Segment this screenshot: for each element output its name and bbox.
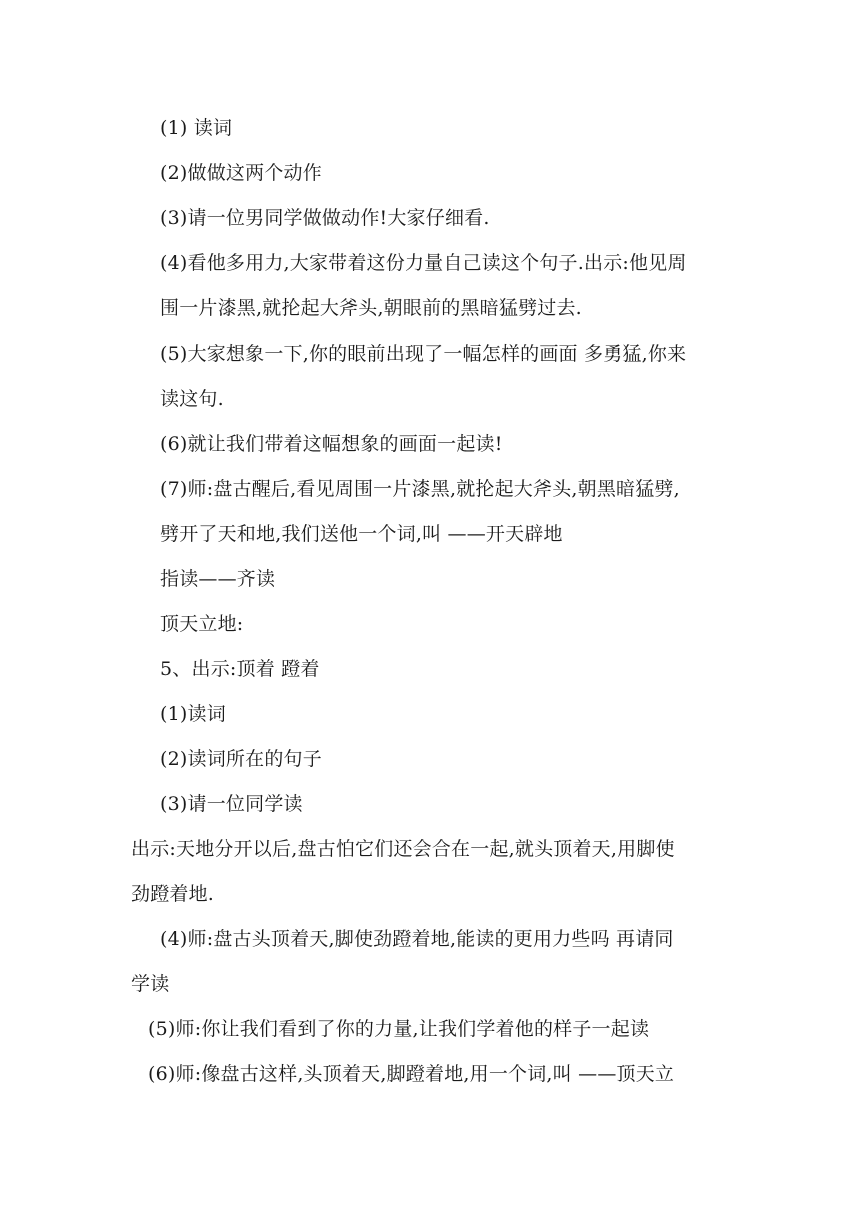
text-line: 指读——齐读	[160, 568, 276, 590]
text-line: (1) 读词	[160, 117, 233, 139]
text-line: 围一片漆黑,就抡起大斧头,朝眼前的黑暗猛劈过去.	[160, 297, 582, 319]
text-line: (4)看他多用力,大家带着这份力量自己读这个句子.出示:他见周	[160, 252, 687, 274]
text-line: (3)请一位男同学做做动作!大家仔细看.	[160, 207, 490, 229]
text-line: 劲蹬着地.	[131, 883, 215, 905]
text-line: (4)师:盘古头顶着天,脚使劲蹬着地,能读的更用力些吗 再请同	[160, 928, 674, 950]
text-line: 读这句.	[160, 388, 224, 410]
text-line: (3)请一位同学读	[160, 793, 303, 815]
text-line: (6)师:像盘古这样,头顶着天,脚蹬着地,用一个词,叫 ——顶天立	[148, 1063, 675, 1085]
text-line: (2)读词所在的句子	[160, 748, 322, 770]
text-line: (1)读词	[160, 703, 226, 725]
text-line: (6)就让我们带着这幅想象的画面一起读!	[160, 433, 503, 455]
text-line: (5)大家想象一下,你的眼前出现了一幅怎样的画面 多勇猛,你来	[160, 343, 687, 365]
text-line: 顶天立地:	[160, 613, 244, 635]
text-line: (5)师:你让我们看到了你的力量,让我们学着他的样子一起读	[148, 1018, 650, 1040]
text-line: 出示:天地分开以后,盘古怕它们还会合在一起,就头顶着天,用脚使	[131, 838, 675, 860]
text-line: 5、出示:顶着 蹬着	[160, 658, 320, 680]
text-line: 学读	[131, 973, 170, 995]
text-line: (7)师:盘古醒后,看见周围一片漆黑,就抡起大斧头,朝黑暗猛劈,	[160, 478, 680, 500]
text-line: (2)做做这两个动作	[160, 162, 322, 184]
text-line: 劈开了天和地,我们送他一个词,叫 ——开天辟地	[160, 523, 563, 545]
